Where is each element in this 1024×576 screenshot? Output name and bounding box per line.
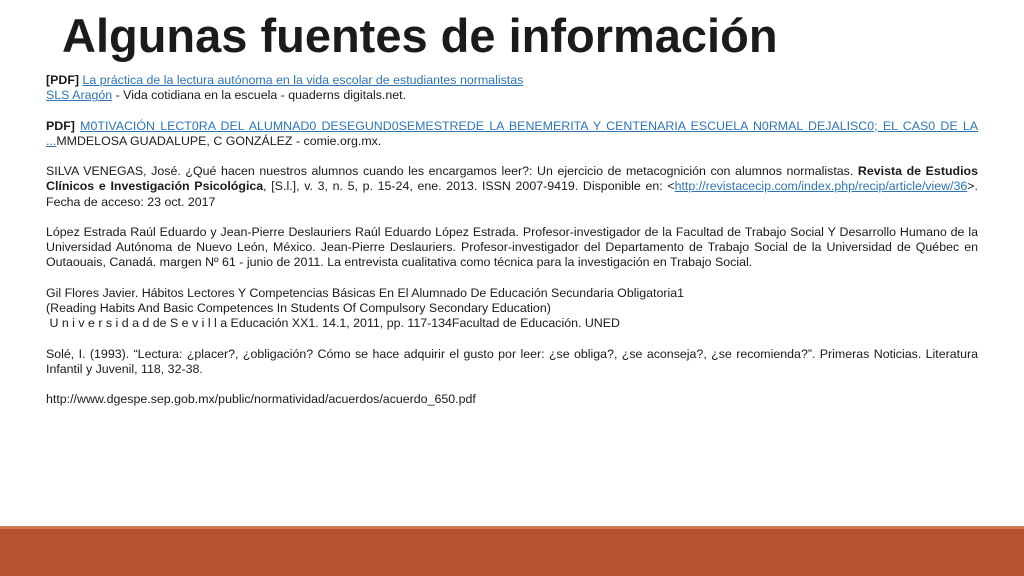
reference-5-line-2: (Reading Habits And Basic Competences In Students Of Compulsory Secondary Education)	[46, 300, 551, 315]
spacer	[46, 149, 978, 164]
reference-1-link[interactable]: La práctica de la lectura autónoma en la vida escolar de estudiantes normalistas	[82, 73, 524, 87]
reference-2-link[interactable]: M0TIVACIÓN LECT0RA DEL ALUMNAD0 DESEGUND0SEMESTREDE LA BENEMERITA Y CENTENARIA ESCUELA N0RMAL DEJALISC0; EL CAS0 DE LA ...	[46, 118, 978, 148]
reference-1-source	[46, 88, 978, 103]
pdf-tag: PDF]	[46, 118, 81, 133]
reference-2-authors: MMDELOSA GUADALUPE, C GONZÁLEZ - comie.org.mx.	[56, 133, 382, 148]
reference-6: Solé, I. (1993). “Lectura: ¿placer?, ¿obligación? Cómo se hace adquirir el gusto por leer: ¿se obliga?, ¿se aconseja?, ¿se recomienda?”. Primeras Noticias. Literatura Infantil y Juvenil, 118, 32-38.	[46, 346, 978, 376]
reference-3-text-c: >. Fecha de acceso: 23 oct. 2017	[46, 179, 978, 209]
reference-1-source-text: - Vida cotidiana en la escuela - quaderns digitals.net.	[112, 88, 407, 103]
spacer	[46, 331, 978, 346]
reference-2	[46, 119, 978, 149]
pdf-tag: [PDF]	[46, 73, 83, 87]
reference-3-text-b: , [S.l.], v. 3, n. 5, p. 15-24, ene. 2013. ISSN 2007-9419. Disponible en: <	[263, 179, 675, 194]
reference-5-line-1: Gil Flores Javier. Hábitos Lectores Y Competencias Básicas En El Alumnado De Educación Secundaria Obligatoria1	[46, 285, 684, 300]
reference-1-source-link[interactable]: SLS Aragón	[46, 88, 113, 103]
reference-3-journal: Revista de Estudios Clínicos e Investigación Psicológica	[46, 164, 978, 194]
reference-3-text-a: SILVA VENEGAS, José. ¿Qué hacen nuestros alumnos cuando les encargamos leer?: Un ejercicio de metacognición con alumnos normalistas.	[46, 164, 858, 179]
reference-4: López Estrada Raúl Eduardo y Jean-Pierre Deslauriers Raúl Eduardo López Estrada. Profesor-investigador de la Facultad de Trabajo Social Y Desarrollo Humano de la Universidad Autónoma de Nuevo León, México. Jean-Pierre Deslauriers. Profesor-investigador del Departamento de Trabajo Social de la Universidad de Québec en Outaouais, Canadá. margen Nº 61 - junio de 2011. La entrevista cualitativa como técnica para la investigación en Trabajo Social.	[46, 224, 978, 270]
spacer	[46, 271, 978, 286]
footer-bar	[0, 526, 1024, 576]
spacer	[46, 377, 978, 392]
footer-bar-edge	[0, 526, 1024, 529]
reference-5-line-3: U n i v e r s i d a d de S e v i l l a Educación XX1. 14.1, 2011, pp. 117-134Facultad de Educación. UNED	[46, 316, 620, 331]
reference-3	[46, 164, 978, 210]
spacer	[46, 210, 978, 225]
reference-1	[46, 73, 978, 88]
reference-3-link[interactable]: http://revistacecip.com/index.php/recip/article/view/36	[674, 179, 968, 194]
reference-7: http://www.dgespe.sep.gob.mx/public/normatividad/acuerdos/acuerdo_650.pdf	[46, 392, 476, 407]
spacer	[46, 103, 978, 118]
slide-title: Algunas fuentes de información	[62, 9, 778, 62]
references-list	[46, 73, 978, 407]
